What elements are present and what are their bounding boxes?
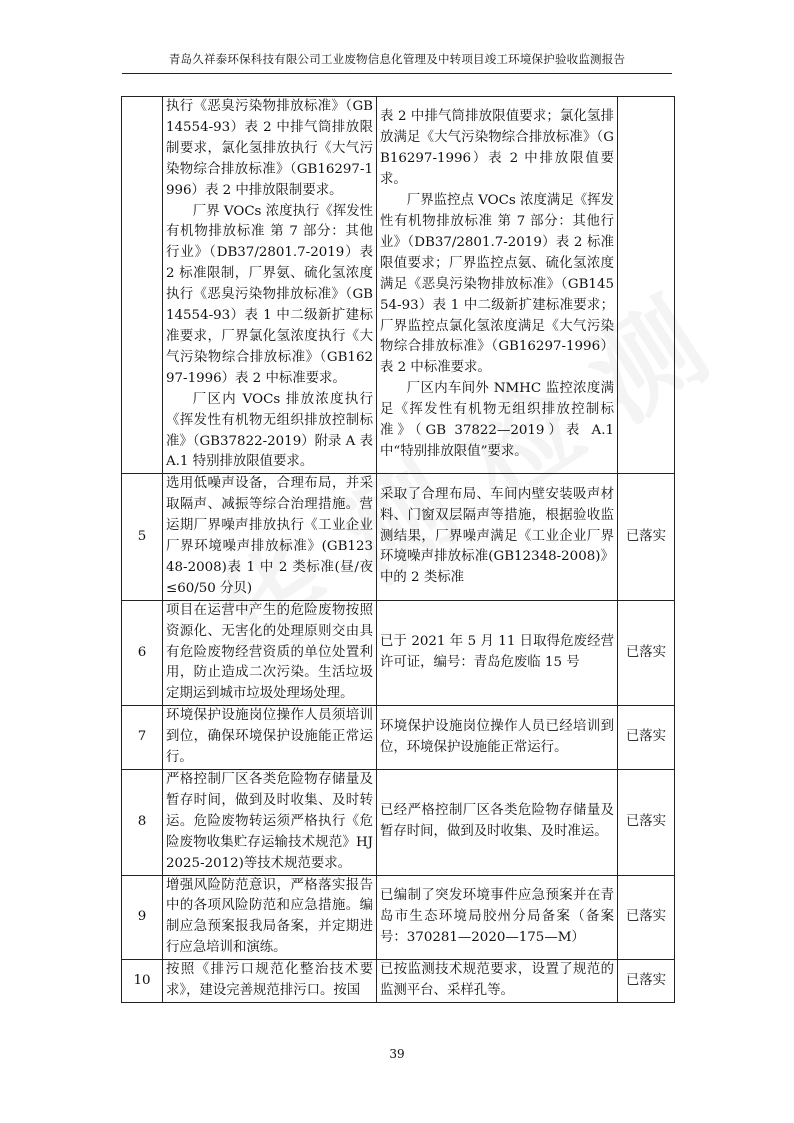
table-row — [122, 875, 675, 960]
requirement-paragraph: 厂界 VOCs 浓度执行《挥发性有机物排放标准 第 7 部分：其他行业》（DB37/2801.7-2019）表 2 标准限制，厂界氨、硫化氢浓度执行《恶臭污染物排放标准》（GB14554-93）表 1 中二级新扩建标准要求，厂界氯化氢浓度执行《大气污染物综合排放标准》（GB16297-1996）表 2 中标准要求。 — [166, 203, 373, 386]
action-paragraph: 厂界监控点 VOCs 浓度满足《挥发性有机物排放标准 第 7 部分：其他行业》（DB37/2801.7-2019）表 2 标准限值要求；厂界监控点氨、硫化氢浓度满足《恶臭污染物排放标准》（GB14554-93）表 1 中二级新扩建标准要求；厂界监控点氯化氢浓度满足《大气污染物综合排放标准》（GB16297-1996）表 2 中标准要求。 — [380, 193, 614, 376]
action-paragraph: 已编制了突发环境事件应急预案并在青岛市生态环境局胶州分局备案（备案号：370281—2020—175—M） — [380, 887, 614, 945]
requirement-paragraph: 严格控制厂区各类危险物存储量及暂存时间，做到及时收集、及时转运。危险废物转运须严格执行《危险废物收集贮存运输技术规范》HJ2025-2012)等技术规范要求。 — [166, 772, 373, 871]
requirement-paragraph: 厂区内 VOCs 排放浓度执行《挥发性有机物无组织排放控制标准》（GB37822-2019）附录 A 表 A.1 特别排放限值要求。 — [166, 391, 373, 470]
table-row — [122, 600, 675, 706]
requirement-cell — [163, 600, 377, 706]
action-paragraph: 采取了合理布局、车间内壁安装吸声材料、门窗双层隔声等措施，根据验收监测结果，厂界噪声满足《工业企业厂界环境噪声排放标准(GB12348-2008)》中的 2 类标准 — [380, 486, 614, 586]
action-paragraph: 厂区内车间外 NMHC 监控浓度满足《挥发性有机物无组织排放控制标准》（GB 37822—2019）表 A.1 中“特别排放限值”要求。 — [380, 381, 614, 459]
requirement-cell — [163, 875, 377, 960]
acceptance-table — [121, 96, 675, 1003]
status-cell: 已落实 — [618, 960, 675, 1003]
requirement-cell — [163, 706, 377, 770]
action-paragraph: 已经严格控制厂区各类危险物存储量及暂存时间，做到及时收集、及时准运。 — [380, 803, 614, 840]
table-row — [122, 706, 675, 770]
row-number: 7 — [122, 706, 163, 770]
status-cell: 已落实 — [618, 875, 675, 960]
row-number — [122, 97, 163, 474]
requirement-cell — [163, 474, 377, 600]
action-paragraph: 表 2 中排气筒排放限值要求；氯化氢排放满足《大气污染物综合排放标准》（GB16297-1996）表 2 中排放限值要求。 — [380, 109, 614, 188]
action-cell — [377, 960, 618, 1003]
status-cell: 已落实 — [618, 600, 675, 706]
requirement-paragraph: 执行《恶臭污染物排放标准》（GB14554-93）表 2 中排气筒排放限制要求，氯化氢排放执行《大气污染物综合排放标准》（GB16297-1996）表 2 中排放限制要求。 — [166, 99, 373, 198]
action-cell — [377, 875, 618, 960]
action-paragraph: 已按监测技术规范要求，设置了规范的监测平台、采样孔等。 — [380, 962, 614, 999]
header-divider — [122, 73, 672, 74]
requirement-paragraph: 环境保护设施岗位操作人员须培训到位，确保环境保护设施能正常运行。 — [166, 708, 373, 766]
requirement-paragraph: 项目在运营中产生的危险废物按照资源化、无害化的处理原则交由具有危险废物经营资质的单位处置利用，防止造成二次污染。生活垃圾定期运到城市垃圾处理场处理。 — [166, 602, 373, 702]
table-row — [122, 770, 675, 876]
action-cell — [377, 97, 618, 474]
table-row — [122, 960, 675, 1003]
row-number: 5 — [122, 474, 163, 600]
action-paragraph: 环境保护设施岗位操作人员已经培训到位，环境保护设施能正常运行。 — [380, 718, 614, 755]
status-cell: 已落实 — [618, 770, 675, 876]
requirement-cell — [163, 97, 377, 474]
row-number: 6 — [122, 600, 163, 706]
row-number: 10 — [122, 960, 163, 1003]
action-paragraph: 已于 2021 年 5 月 11 日取得危废经营许可证，编号：青岛危废临 15 号 — [380, 634, 614, 671]
action-cell — [377, 474, 618, 600]
requirement-paragraph: 增强风险防范意识，严格落实报告中的各项风险防范和应急措施。编制应急预案报我局备案，并定期进行应急培训和演练。 — [166, 877, 373, 956]
action-cell — [377, 770, 618, 876]
row-number: 9 — [122, 875, 163, 960]
row-number: 8 — [122, 770, 163, 876]
requirement-cell — [163, 770, 377, 876]
requirement-paragraph: 按照《排污口规范化整治技术要求》，建设完善规范排污口。按国 — [166, 962, 373, 999]
table-row — [122, 474, 675, 600]
action-cell — [377, 600, 618, 706]
running-header: 青岛久祥泰环保科技有限公司工业废物信息化管理及中转项目竣工环境保护验收监测报告 — [168, 52, 626, 66]
status-cell — [618, 97, 675, 474]
requirement-paragraph: 选用低噪声设备，合理布局，并采取隔声、减振等综合治理措施。营运期厂界噪声排放执行《工业企业厂界环境噪声排放标准》(GB12348-2008)表 1 中 2 类标准(昼/夜≤60/50 分贝) — [166, 476, 373, 596]
page-number: 39 — [389, 1047, 405, 1061]
status-cell: 已落实 — [618, 474, 675, 600]
table-row — [122, 97, 675, 474]
action-cell — [377, 706, 618, 770]
status-cell: 已落实 — [618, 706, 675, 770]
requirement-cell — [163, 960, 377, 1003]
